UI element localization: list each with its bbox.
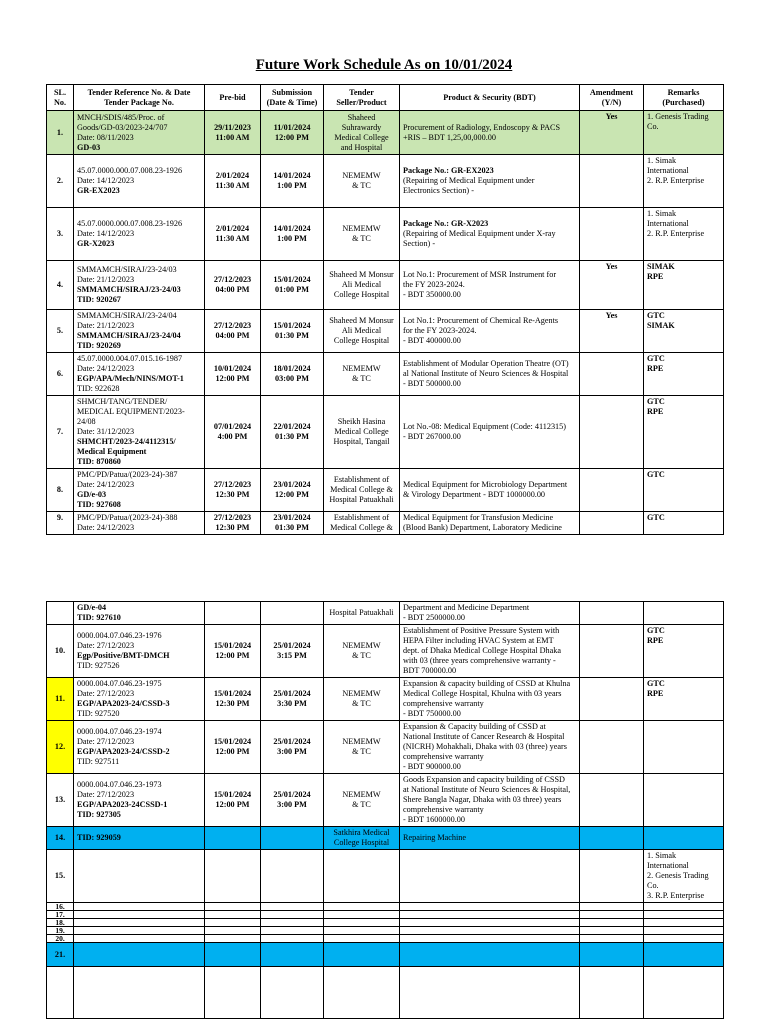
header-amendment: Amendment (Y/N) <box>580 85 644 111</box>
amendment-cell <box>580 721 644 774</box>
prebid-cell: 27/12/2023 04:00 PM <box>205 310 261 353</box>
product-cell: Procurement of Radiology, Endoscopy & PACS +RIS – BDT 1,25,00,000.00 <box>400 111 580 155</box>
seller-cell: Satkhira Medical College Hospital <box>324 827 400 850</box>
amendment-cell <box>580 512 644 535</box>
sl-cell: 18. <box>47 919 74 927</box>
table-row <box>47 310 724 353</box>
product-cell: Package No.: GR-X2023 (Repairing of Medical Equipment under X-ray Section) - <box>400 208 580 261</box>
sl-cell: 11. <box>47 678 74 721</box>
submission-cell: 14/01/2024 1:00 PM <box>261 155 324 208</box>
table-row <box>47 261 724 310</box>
product-cell: Department and Medicine Department - BDT 2500000.00 <box>400 602 580 625</box>
remarks-cell <box>644 774 724 827</box>
submission-cell: 23/01/2024 12:00 PM <box>261 469 324 512</box>
table-row <box>47 353 724 396</box>
table-row <box>47 774 724 827</box>
prebid-cell: 10/01/2024 12:00 PM <box>205 353 261 396</box>
prebid-cell: 29/11/2023 11:00 AM <box>205 111 261 155</box>
amendment-cell <box>580 827 644 850</box>
prebid-cell: 2/01/2024 11:30 AM <box>205 155 261 208</box>
product-cell: Goods Expansion and capacity building of CSSD at National Institute of Neuro Sciences & Hospital, Shere Bangla Nagar, Dhaka with 03 three) years comprehensive warranty - BDT 1600000.00 <box>400 774 580 827</box>
amendment-cell <box>580 469 644 512</box>
seller-cell: Establishment of Medical College & <box>324 512 400 535</box>
remarks-cell: GTC SIMAK <box>644 310 724 353</box>
seller-cell: Sheikh Hasina Medical College Hospital, Tangail <box>324 396 400 469</box>
table-row <box>47 512 724 535</box>
tender-ref-cell: TID: 929059 <box>74 827 205 850</box>
prebid-cell <box>205 602 261 625</box>
schedule-table-page-1 <box>46 84 724 535</box>
table-row <box>47 208 724 261</box>
product-cell: Establishment of Modular Operation Theatre (OT) al National Institute of Neuro Sciences & Hospital - BDT 500000.00 <box>400 353 580 396</box>
table-row <box>47 721 724 774</box>
header-remarks: Remarks (Purchased) <box>644 85 724 111</box>
product-cell: Lot No.-08: Medical Equipment (Code: 4112315) - BDT 267000.00 <box>400 396 580 469</box>
tender-ref-cell: SHMCH/TANG/TENDER/ MEDICAL EQUIPMENT/2023- 24/08 Date: 31/12/2023 SHMCHT/2023-24/4112315/ Medical Equipment TID: 870860 <box>74 396 205 469</box>
product-cell: Establishment of Positive Pressure System with HEPA Filter including HVAC System at EMT dept. of Dhaka Medical College Hospital Dhaka with 03 (three years comprehensive warranty - BDT 700000.00 <box>400 625 580 678</box>
header-tender-ref: Tender Reference No. & Date Tender Package No. <box>74 85 205 111</box>
seller-cell: Shaheed Suhrawardy Medical College and Hospital <box>324 111 400 155</box>
table-row-empty <box>47 967 724 1019</box>
tender-ref-cell: 0000.004.07.046.23-1976 Date: 27/12/2023 Egp/Positive/BMT-DMCH TID: 927526 <box>74 625 205 678</box>
submission-cell <box>261 602 324 625</box>
remarks-cell: GTC <box>644 469 724 512</box>
table-row <box>47 111 724 155</box>
tender-ref-cell: PMC/PD/Patua/(2023-24)-388 Date: 24/12/2023 <box>74 512 205 535</box>
table-row-empty <box>47 911 724 919</box>
amendment-cell <box>580 602 644 625</box>
amendment-cell <box>580 678 644 721</box>
schedule-table-page-2 <box>46 601 724 1019</box>
table-row <box>47 625 724 678</box>
prebid-cell <box>205 827 261 850</box>
seller-cell <box>324 850 400 903</box>
seller-cell: NEMEMW & TC <box>324 353 400 396</box>
remarks-cell <box>644 827 724 850</box>
remarks-cell: 1. Simak International 2. R.P. Enterprise <box>644 155 724 208</box>
amendment-cell <box>580 625 644 678</box>
tender-ref-cell: 0000.004.07.046.23-1975 Date: 27/12/2023 EGP/APA2023-24/CSSD-3 TID: 927520 <box>74 678 205 721</box>
submission-cell: 15/01/2024 01:30 PM <box>261 310 324 353</box>
tender-ref-cell: 0000.004.07.046.23-1973 Date: 27/12/2023 EGP/APA2023-24CSSD-1 TID: 927305 <box>74 774 205 827</box>
table-row <box>47 396 724 469</box>
sl-cell: 20. <box>47 935 74 943</box>
tender-ref-cell: 45.07.0000.000.07.008.23-1926 Date: 14/12/2023 GR-EX2023 <box>74 155 205 208</box>
submission-cell <box>261 850 324 903</box>
sl-cell: 3. <box>47 208 74 261</box>
prebid-cell: 2/01/2024 11:30 AM <box>205 208 261 261</box>
header-submission: Submission (Date & Time) <box>261 85 324 111</box>
prebid-cell: 27/12/2023 12:30 PM <box>205 512 261 535</box>
seller-cell: Hospital Patuakhali <box>324 602 400 625</box>
submission-cell: 25/01/2024 3:30 PM <box>261 678 324 721</box>
submission-cell: 15/01/2024 01:00 PM <box>261 261 324 310</box>
table-row-continued <box>47 602 724 625</box>
sl-cell <box>47 602 74 625</box>
seller-cell: Shaheed M Monsur Ali Medical College Hospital <box>324 310 400 353</box>
amendment-cell <box>580 396 644 469</box>
amendment-cell: Yes <box>580 261 644 310</box>
tender-ref-cell <box>74 850 205 903</box>
header-sl: SL. No. <box>47 85 74 111</box>
product-cell: Medical Equipment for Microbiology Department & Virology Department - BDT 1000000.00 <box>400 469 580 512</box>
submission-cell: 25/01/2024 3:00 PM <box>261 774 324 827</box>
sl-cell: 15. <box>47 850 74 903</box>
header-product: Product & Security (BDT) <box>400 85 580 111</box>
sl-cell: 19. <box>47 927 74 935</box>
seller-cell: NEMEMW & TC <box>324 678 400 721</box>
submission-cell: 11/01/2024 12:00 PM <box>261 111 324 155</box>
sl-cell: 7. <box>47 396 74 469</box>
product-cell: Expansion & Capacity building of CSSD at National Institute of Cancer Research & Hospital (NICRH) Mohakhali, Dhaka with 03 (three) years comprehensive warranty - BDT 900000.00 <box>400 721 580 774</box>
sl-cell: 13. <box>47 774 74 827</box>
submission-cell: 18/01/2024 03:00 PM <box>261 353 324 396</box>
remarks-cell: 1. Simak International 2. Genesis Trading Co. 3. R.P. Enterprise <box>644 850 724 903</box>
tender-ref-cell: PMC/PD/Patua/(2023-24)-387 Date: 24/12/2023 GD/e-03 TID: 927608 <box>74 469 205 512</box>
remarks-cell: 1. Simak International 2. R.P. Enterprise <box>644 208 724 261</box>
amendment-cell: Yes <box>580 310 644 353</box>
sl-cell: 4. <box>47 261 74 310</box>
amendment-cell: Yes <box>580 111 644 155</box>
submission-cell: 14/01/2024 1:00 PM <box>261 208 324 261</box>
seller-cell: NEMEMW & TC <box>324 774 400 827</box>
header-seller: Tender Seller/Product <box>324 85 400 111</box>
tender-ref-cell: GD/e-04 TID: 927610 <box>74 602 205 625</box>
amendment-cell <box>580 774 644 827</box>
submission-cell: 23/01/2024 01:30 PM <box>261 512 324 535</box>
tender-ref-cell: SMMAMCH/SIRAJ/23-24/03 Date: 21/12/2023 SMMAMCH/SIRAJ/23-24/03 TID: 920267 <box>74 261 205 310</box>
table-row-empty <box>47 935 724 943</box>
remarks-cell: GTC RPE <box>644 625 724 678</box>
table-row-empty <box>47 903 724 911</box>
product-cell: Repairing Machine <box>400 827 580 850</box>
tender-ref-cell: 45.07.0000.004.07.015.16-1987 Date: 24/12/2023 EGP/APA/Mech/NINS/MOT-1 TID: 922628 <box>74 353 205 396</box>
seller-cell: Shaheed M Monsur Ali Medical College Hospital <box>324 261 400 310</box>
prebid-cell: 15/01/2024 12:00 PM <box>205 625 261 678</box>
tender-ref-cell: SMMAMCH/SIRAJ/23-24/04 Date: 21/12/2023 SMMAMCH/SIRAJ/23-24/04 TID: 920269 <box>74 310 205 353</box>
product-cell: Medical Equipment for Transfusion Medicine (Blood Bank) Department, Laboratory Medicine <box>400 512 580 535</box>
sl-cell: 14. <box>47 827 74 850</box>
prebid-cell: 15/01/2024 12:00 PM <box>205 774 261 827</box>
prebid-cell: 07/01/2024 4:00 PM <box>205 396 261 469</box>
product-cell: Lot No.1: Procurement of MSR Instrument for the FY 2023-2024. - BDT 350000.00 <box>400 261 580 310</box>
remarks-cell: GTC RPE <box>644 396 724 469</box>
table-row-empty <box>47 927 724 935</box>
table-row <box>47 678 724 721</box>
product-cell: Package No.: GR-EX2023 (Repairing of Medical Equipment under Electronics Section) - <box>400 155 580 208</box>
page-title: Future Work Schedule As on 10/01/2024 <box>255 57 513 73</box>
sl-cell: 16. <box>47 903 74 911</box>
table-row-highlighted <box>47 943 724 967</box>
table-row <box>47 155 724 208</box>
remarks-cell <box>644 602 724 625</box>
sl-cell: 5. <box>47 310 74 353</box>
product-cell <box>400 850 580 903</box>
header-prebid: Pre-bid <box>205 85 261 111</box>
sl-cell: 2. <box>47 155 74 208</box>
submission-cell <box>261 827 324 850</box>
submission-cell: 25/01/2024 3:00 PM <box>261 721 324 774</box>
prebid-cell <box>205 850 261 903</box>
product-cell: Expansion & capacity building of CSSD at Khulna Medical College Hospital, Khulna with 03 years comprehensive warranty - BDT 750000.00 <box>400 678 580 721</box>
amendment-cell <box>580 208 644 261</box>
prebid-cell: 15/01/2024 12:30 PM <box>205 678 261 721</box>
prebid-cell: 27/12/2023 12:30 PM <box>205 469 261 512</box>
remarks-cell: GTC RPE <box>644 678 724 721</box>
table-row <box>47 850 724 903</box>
remarks-cell: 1. Genesis Trading Co. <box>644 111 724 155</box>
amendment-cell <box>580 850 644 903</box>
seller-cell: NEMEMW & TC <box>324 721 400 774</box>
table-row-empty <box>47 919 724 927</box>
amendment-cell <box>580 155 644 208</box>
product-cell: Lot No.1: Procurement of Chemical Re-Agents for the FY 2023-2024. - BDT 400000.00 <box>400 310 580 353</box>
seller-cell: NEMEMW & TC <box>324 625 400 678</box>
remarks-cell: GTC <box>644 512 724 535</box>
prebid-cell: 27/12/2023 04:00 PM <box>205 261 261 310</box>
seller-cell: NEMEMW & TC <box>324 155 400 208</box>
sl-cell: 21. <box>47 943 74 967</box>
sl-cell: 12. <box>47 721 74 774</box>
remarks-cell: SIMAK RPE <box>644 261 724 310</box>
sl-cell: 6. <box>47 353 74 396</box>
table-row-highlighted <box>47 827 724 850</box>
submission-cell: 25/01/2024 3:15 PM <box>261 625 324 678</box>
sl-cell: 1. <box>47 111 74 155</box>
tender-ref-cell: 0000.004.07.046.23-1974 Date: 27/12/2023 EGP/APA2023-24/CSSD-2 TID: 927511 <box>74 721 205 774</box>
header-row <box>47 85 724 111</box>
tender-ref-cell: MNCH/SDIS/485/Proc. of Goods/GD-03/2023-24/707 Date: 08/11/2023 GD-03 <box>74 111 205 155</box>
submission-cell: 22/01/2024 01:30 PM <box>261 396 324 469</box>
seller-cell: NEMEMW & TC <box>324 208 400 261</box>
sl-cell: 17. <box>47 911 74 919</box>
amendment-cell <box>580 353 644 396</box>
sl-cell: 10. <box>47 625 74 678</box>
table-row <box>47 469 724 512</box>
sl-cell: 9. <box>47 512 74 535</box>
remarks-cell: GTC RPE <box>644 353 724 396</box>
prebid-cell: 15/01/2024 12:00 PM <box>205 721 261 774</box>
tender-ref-cell: 45.07.0000.000.07.008.23-1926 Date: 14/12/2023 GR-X2023 <box>74 208 205 261</box>
sl-cell: 8. <box>47 469 74 512</box>
seller-cell: Establishment of Medical College & Hospital Patuakhali <box>324 469 400 512</box>
remarks-cell <box>644 721 724 774</box>
